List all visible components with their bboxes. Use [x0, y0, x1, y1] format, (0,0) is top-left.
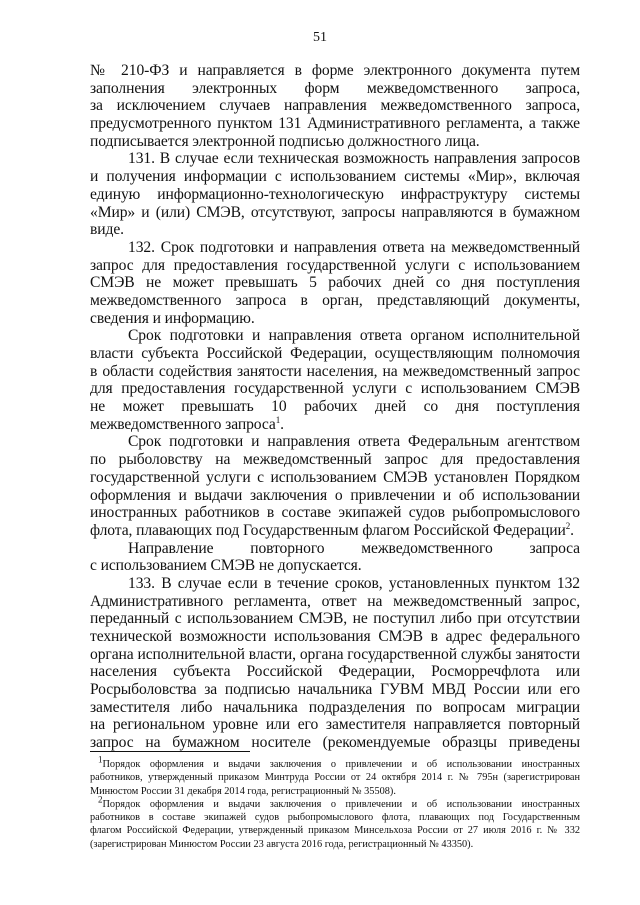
body-line-text: в области содействия занятости населения, на межведомственный запрос [90, 362, 580, 380]
body-line-text: заполнения электронных форм межведомственного запроса, [90, 79, 580, 97]
body-line [90, 97, 580, 115]
body-line-text: Административного регламента, ответ на межведомственный запрос, [90, 592, 580, 610]
footnote-line [90, 794, 580, 811]
footnote-line [90, 811, 580, 824]
body-line [90, 487, 580, 505]
body-line-text: Направление повторного межведомственного запроса [128, 539, 580, 557]
body-line [90, 540, 580, 558]
body-line [90, 469, 580, 487]
body-line [90, 257, 580, 275]
body-line-text: и получения информации с использованием системы «Мир», включая [90, 168, 580, 186]
body-line [90, 274, 580, 292]
body-line [90, 433, 580, 451]
footnote-ref: 1 [275, 414, 281, 425]
body-line [90, 681, 580, 699]
body-line-text: не может превышать 10 рабочих дней со дня поступления [90, 398, 580, 416]
body-line [90, 716, 580, 734]
body-line [90, 416, 580, 434]
body-line [90, 699, 580, 717]
footnote-text: работников в составе экипажей судов рыбопромыслового флота, плавающих под Государственным [90, 812, 580, 824]
body-line-text: на региональном уровне или его заместителя направляется повторный [90, 716, 580, 734]
body-line-text: заместителя либо начальника подразделения по вопросам миграции [90, 698, 580, 716]
footnote-separator [90, 751, 250, 752]
body-line-text: 131. В случае если техническая возможность направления запросов [128, 150, 580, 168]
body-line [90, 504, 580, 522]
body-line-text: межведомственного запроса [90, 415, 276, 433]
body-line-text: № 210-ФЗ и направляется в форме электронного документа путем [90, 62, 580, 79]
body-line-text: запрос для предоставления государственной услуги с использованием [90, 256, 580, 274]
body-line-text: государственной услуги с использованием СМЭВ установлен Порядком [90, 468, 580, 486]
body-line [90, 663, 580, 681]
footnote-line [90, 838, 580, 851]
body-line-text: предусмотренного пунктом 131 Административного регламента, а также [90, 115, 580, 133]
footnote-ref: 2 [565, 520, 571, 531]
body-line-text: переданный с использованием СМЭВ, не поступил либо при отсутствии [90, 610, 580, 628]
footnote-text: Порядок оформления и выдачи заключения о привлечении и об использовании иностранных [102, 759, 580, 770]
body-line-text: Срок подготовки и направления ответа органом исполнительной [128, 327, 580, 345]
body-line [90, 133, 580, 151]
body-line-text: запрос на бумажном носителе (рекомендуемые образцы приведены [90, 734, 580, 752]
page-number: 51 [313, 30, 327, 45]
body-line-text: сведения и информацию. [90, 309, 255, 327]
footnote-marker: 2 [98, 794, 103, 805]
body-line-text: органа исполнительной власти, органа государственной службы занятости [90, 645, 580, 663]
body-line-text: по рыболовству на межведомственный запрос для предоставления [90, 451, 580, 469]
body-line-text: виде. [90, 221, 124, 239]
body-line-text: за исключением случаев направления межведомственного запроса, [90, 97, 580, 115]
body-line [90, 292, 580, 310]
body-line-punct: . [280, 415, 284, 433]
body-line [90, 221, 580, 239]
body-line [90, 451, 580, 469]
body-line-text: иностранных работников в составе экипажей судов рыбопромыслового [90, 504, 580, 522]
footnote-text: (зарегистрирован Минюстом России 23 августа 2016 года, регистрационный № 43350). [90, 838, 474, 850]
body-line [90, 310, 580, 328]
body-line [90, 610, 580, 628]
body-line-text: технической возможности использования СМЭВ в адрес федерального [90, 628, 580, 645]
body-line-text: населения субъекта Российской Федерации, Росморречфлота или [90, 663, 580, 681]
body-line [90, 239, 580, 257]
body-text [90, 62, 580, 752]
body-line-text: для предоставления государственной услуги с использованием СМЭВ [90, 380, 580, 398]
footnote-line [90, 771, 580, 784]
body-line [90, 593, 580, 611]
body-line-text: Срок подготовки и направления ответа Федеральным агентством [128, 433, 580, 451]
body-line-text: флота, плавающих под Государственным флагом Российской Федерации [90, 521, 566, 539]
body-line-text: «Мир» и (или) СМЭВ, отсутствуют, запросы направляются в бумажном [90, 203, 580, 221]
body-line [90, 575, 580, 593]
body-line-text: 132. Срок подготовки и направления ответа на межведомственный [128, 238, 580, 256]
footnotes [90, 754, 580, 851]
body-line [90, 363, 580, 381]
body-line [90, 522, 580, 540]
body-line-punct: . [570, 521, 574, 539]
body-line-text: с использованием СМЭВ не допускается. [90, 557, 362, 575]
body-line [90, 150, 580, 168]
footnote-line [90, 824, 580, 837]
body-line [90, 62, 580, 80]
footnote-text: работников, утвержденный приказом Минтруда России от 24 октября 2014 г. № 795н (зарегистрирован [90, 772, 580, 784]
body-line [90, 327, 580, 345]
body-line-text: СМЭВ не может превышать 5 рабочих дней со дня поступления [90, 274, 580, 292]
body-line [90, 168, 580, 186]
body-line [90, 186, 580, 204]
body-line [90, 115, 580, 133]
footnote-marker: 1 [98, 754, 103, 765]
footnote-text: Порядок оформления и выдачи заключения о привлечении и об использовании иностранных [102, 798, 580, 810]
footnote-text: флагом Российской Федерации, утвержденный приказом Минсельхоза России от 27 июля 2016 г. № 332 [90, 825, 580, 837]
body-line [90, 734, 580, 752]
body-line [90, 557, 580, 575]
body-line-text: Росрыболовства за подписью начальника ГУВМ МВД России или его [90, 681, 580, 699]
body-line [90, 646, 580, 664]
footnote-line [90, 785, 580, 798]
body-line-text: власти субъекта Российской Федерации, осуществляющим полномочия [90, 345, 580, 362]
body-line-text: оформления и выдачи заключения о привлечении и об использовании [90, 486, 580, 504]
footnote-text: Минюстом России 31 декабря 2014 года, регистрационный № 35508). [90, 785, 396, 797]
body-line [90, 398, 580, 416]
body-line [90, 628, 580, 646]
body-line [90, 204, 580, 222]
body-line [90, 80, 580, 98]
footnote-line [90, 754, 580, 771]
body-line [90, 345, 580, 363]
body-line-text: единую информационно-технологическую инфраструктуру системы [90, 185, 580, 203]
body-line-text: подписывается электронной подписью должностного лица. [90, 132, 480, 150]
body-line-text: межведомственного запроса в орган, представляющий документы, [90, 291, 580, 309]
body-line-text: 133. В случае если в течение сроков, установленных пунктом 132 [128, 574, 580, 592]
body-line [90, 380, 580, 398]
